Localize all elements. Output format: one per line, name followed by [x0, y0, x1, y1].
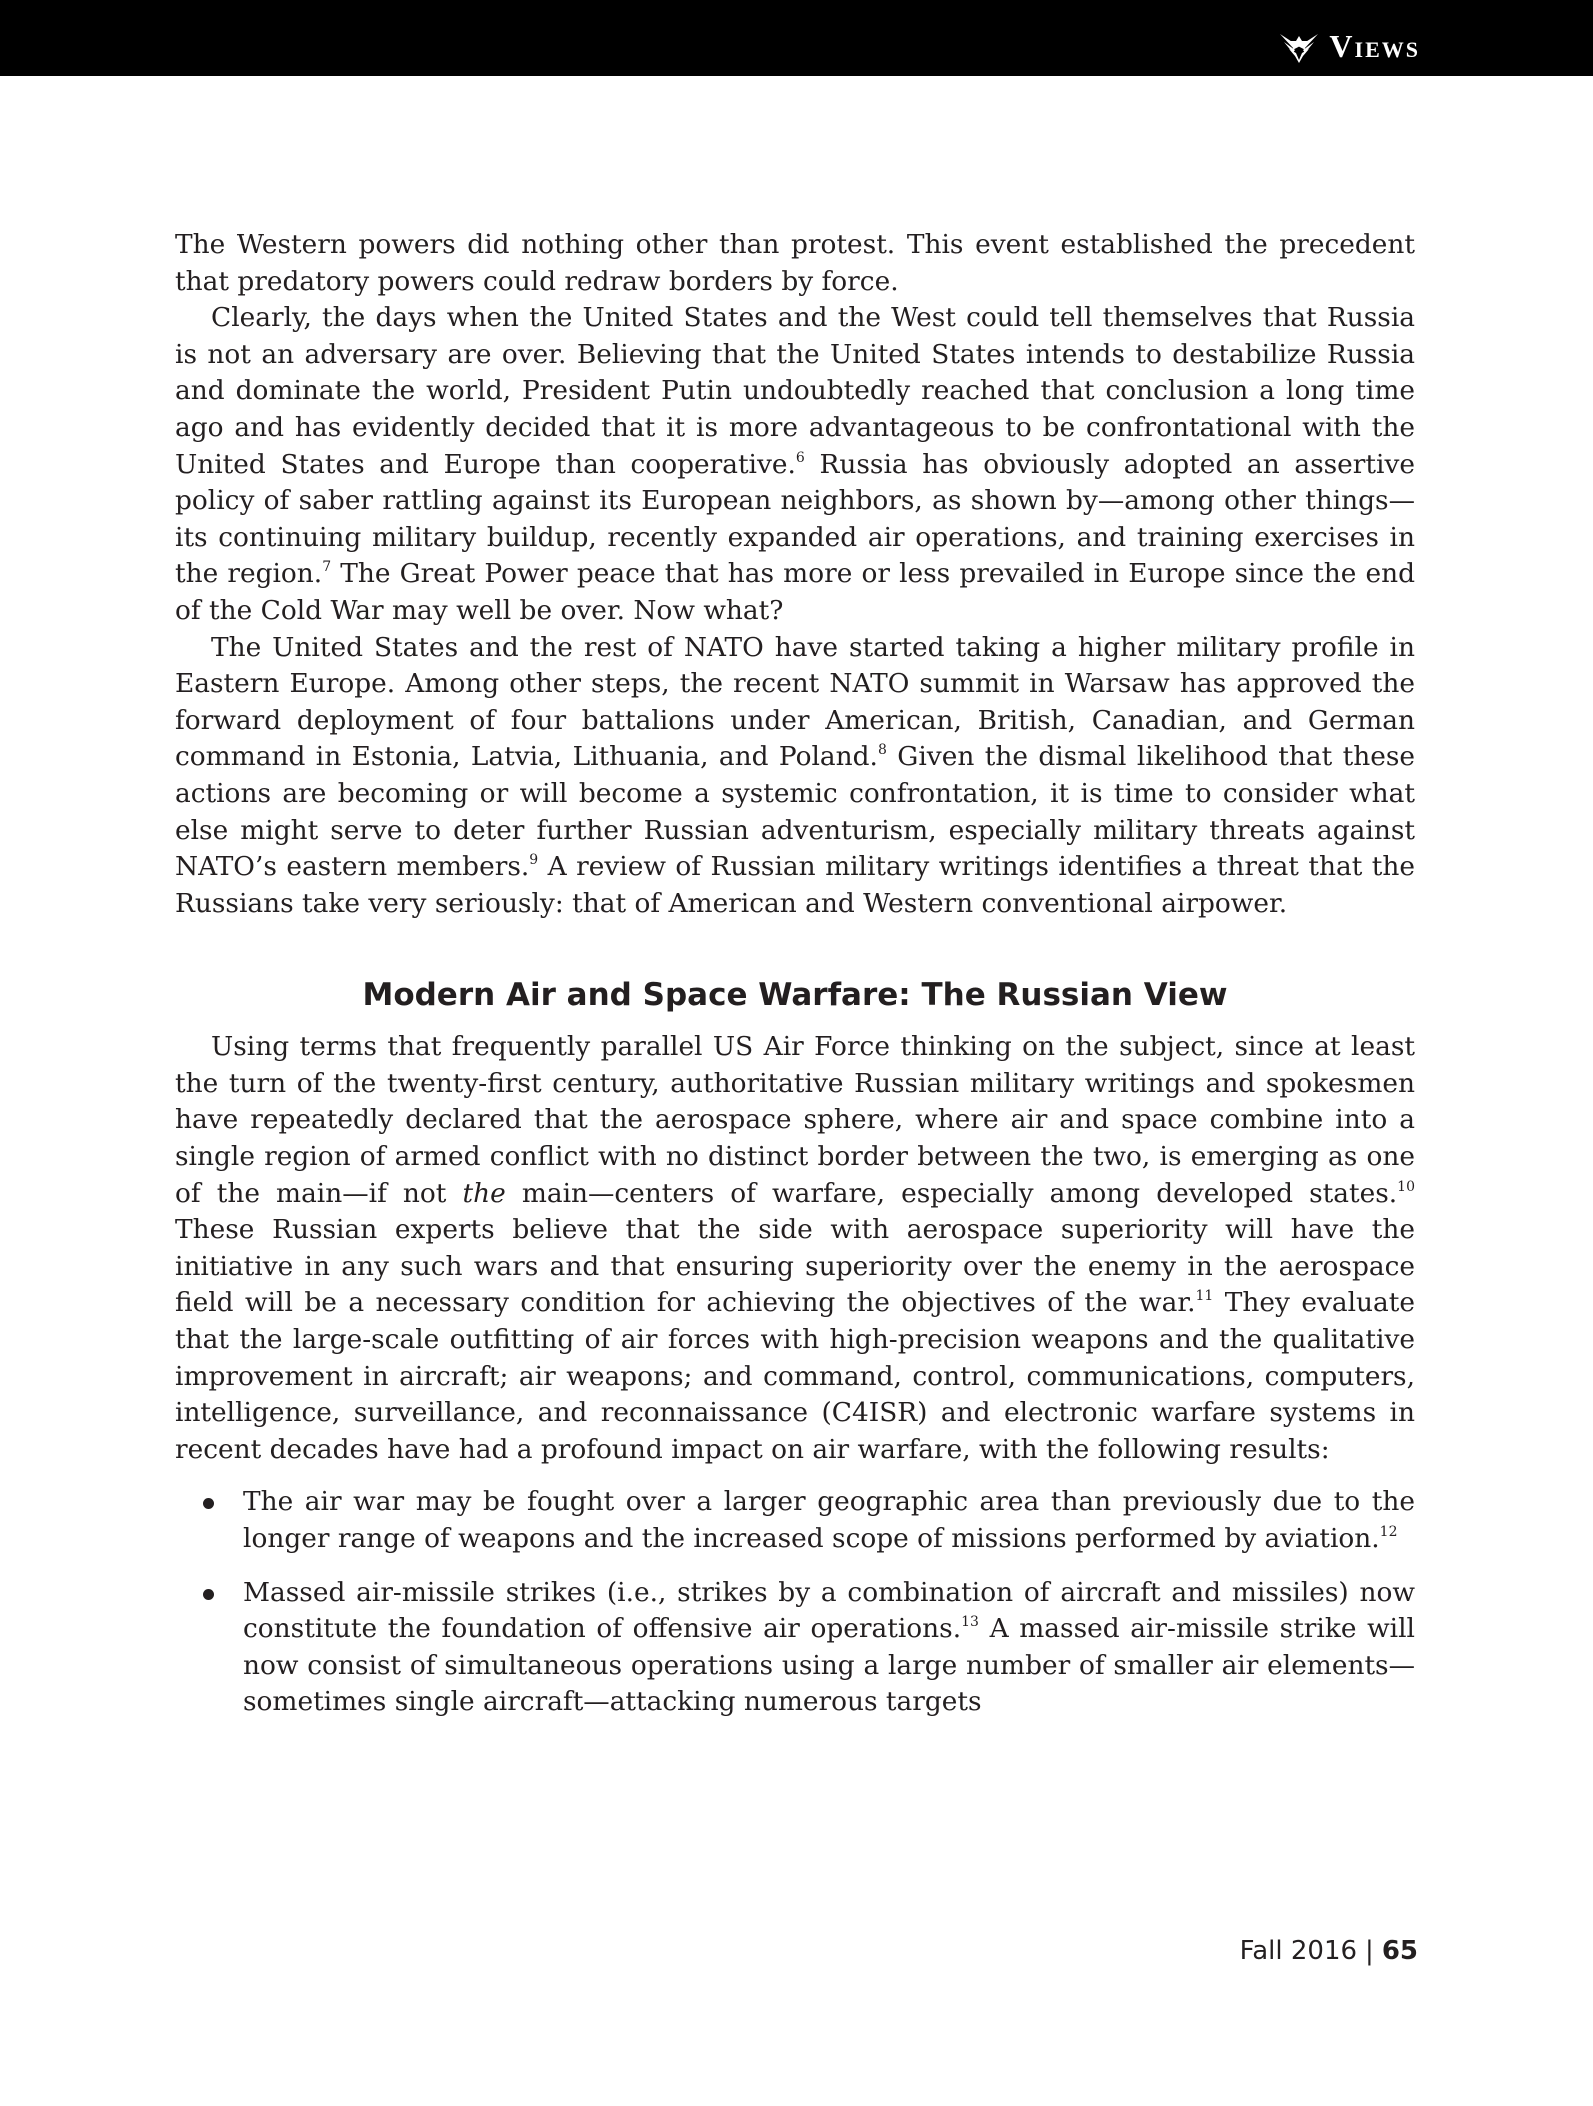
footnote-ref: 12 [1379, 1524, 1398, 1540]
footnote-ref: 10 [1397, 1178, 1415, 1195]
footnote-ref: 9 [529, 852, 539, 869]
footnote-ref: 13 [961, 1614, 979, 1631]
header-bar [0, 0, 1593, 76]
paragraph-1: The Western powers did nothing other than protest. This event established the precedent that predatory powers could redraw borders by force. [175, 229, 1415, 297]
paragraph-4: Using terms that frequently parallel US Air Force thinking on the subject, since at least the turn of the twenty-first century, authoritative Russian military writings and spokesmen have repeatedly declared that the aerospace sphere, where air and space combine into a single region of armed conflict with no distinct border between the two, is emerging as one of the main—if not the main—centers of warfare, especially among developed states.$^{10}$ These Russian experts believe that the side with aerospace superiority will have the initiative in any such wars and that ensuring superiority over the enemy in the aerospace field will be a necessary condition for achieving the objectives of the war.$^{11}$ They evaluate that the large-scale outfitting of air forces with high-precision weapons and the qualitative improvement in aircraft; air weapons; and command, control, communications, computers, intelligence, surveillance, and reconnaissance (C4ISR) and electronic warfare systems in recent decades have had a profound impact on air warfare, with the following results: [175, 1031, 1415, 1465]
footnote-ref: 6 [795, 449, 805, 466]
list-item: The air war may be fought over a larger geographic area than previously due to the longer range of weapons and the increased scope of missions performed by aviation.$^{12}$ [243, 1484, 1415, 1557]
page-footer [1240, 1933, 1418, 1969]
footnote-ref: 8 [877, 742, 887, 759]
article-body [175, 227, 1415, 1738]
paragraph-2: Clearly, the days when the United States and the West could tell themselves that Russia is not an adversary are over. Believing that the United States intends to destabilize Russia and dominate the world, President Putin undoubtedly reached that conclusion a long time ago and has evidently decided that it is more advantageous to be confrontational with the United States and Europe than cooperative.$^6$ Russia has obviously adopted an assertive policy of saber rattling against its European neighbors, as shown by—among other things—its continuing military buildup, recently expanded air operations, and training exercises in the region.$^7$ The Great Power peace that has more or less prevailed in Europe since the end of the Cold War may well be over. Now what? [175, 302, 1415, 626]
footnote-ref: 7 [322, 559, 332, 576]
results-list [175, 1484, 1415, 1721]
bullet-icon [203, 1498, 214, 1509]
page-number: 65 [1381, 1936, 1418, 1966]
section-title: Views [1329, 28, 1420, 64]
section-label [1279, 28, 1420, 64]
footer-separator: | [1365, 1936, 1374, 1966]
issue-label: Fall 2016 [1239, 1936, 1358, 1966]
footnote-ref: 11 [1195, 1288, 1214, 1305]
air-force-wings-icon [1279, 28, 1319, 64]
section-heading: Modern Air and Space Warfare: The Russian View [362, 977, 1228, 1014]
paragraph-3: The United States and the rest of NATO have started taking a higher military profile in Eastern Europe. Among other steps, the recent NATO summit in Warsaw has approved the forward deployment of four battalions under American, British, Canadian, and German command in Estonia, Latvia, Lithuania, and Poland.$^8$ Given the dismal likelihood that these actions are becoming or will become a systemic confrontation, it is time to consider what else might serve to deter further Russian adventurism, especially military threats against NATO’s eastern members.$^9$ A review of Russian military writings identifies a threat that the Russians take very seriously: that of American and Western conventional airpower. [175, 631, 1415, 919]
list-item: Massed air-missile strikes (i.e., strikes by a combination of aircraft and missiles) now constitute the foundation of offensive air operations.$^{13}$ A massed air-missile strike will now consist of simultaneous operations using a large number of smaller air elements—sometimes single aircraft—attacking numerous targets [243, 1575, 1415, 1721]
bullet-icon [203, 1589, 214, 1600]
